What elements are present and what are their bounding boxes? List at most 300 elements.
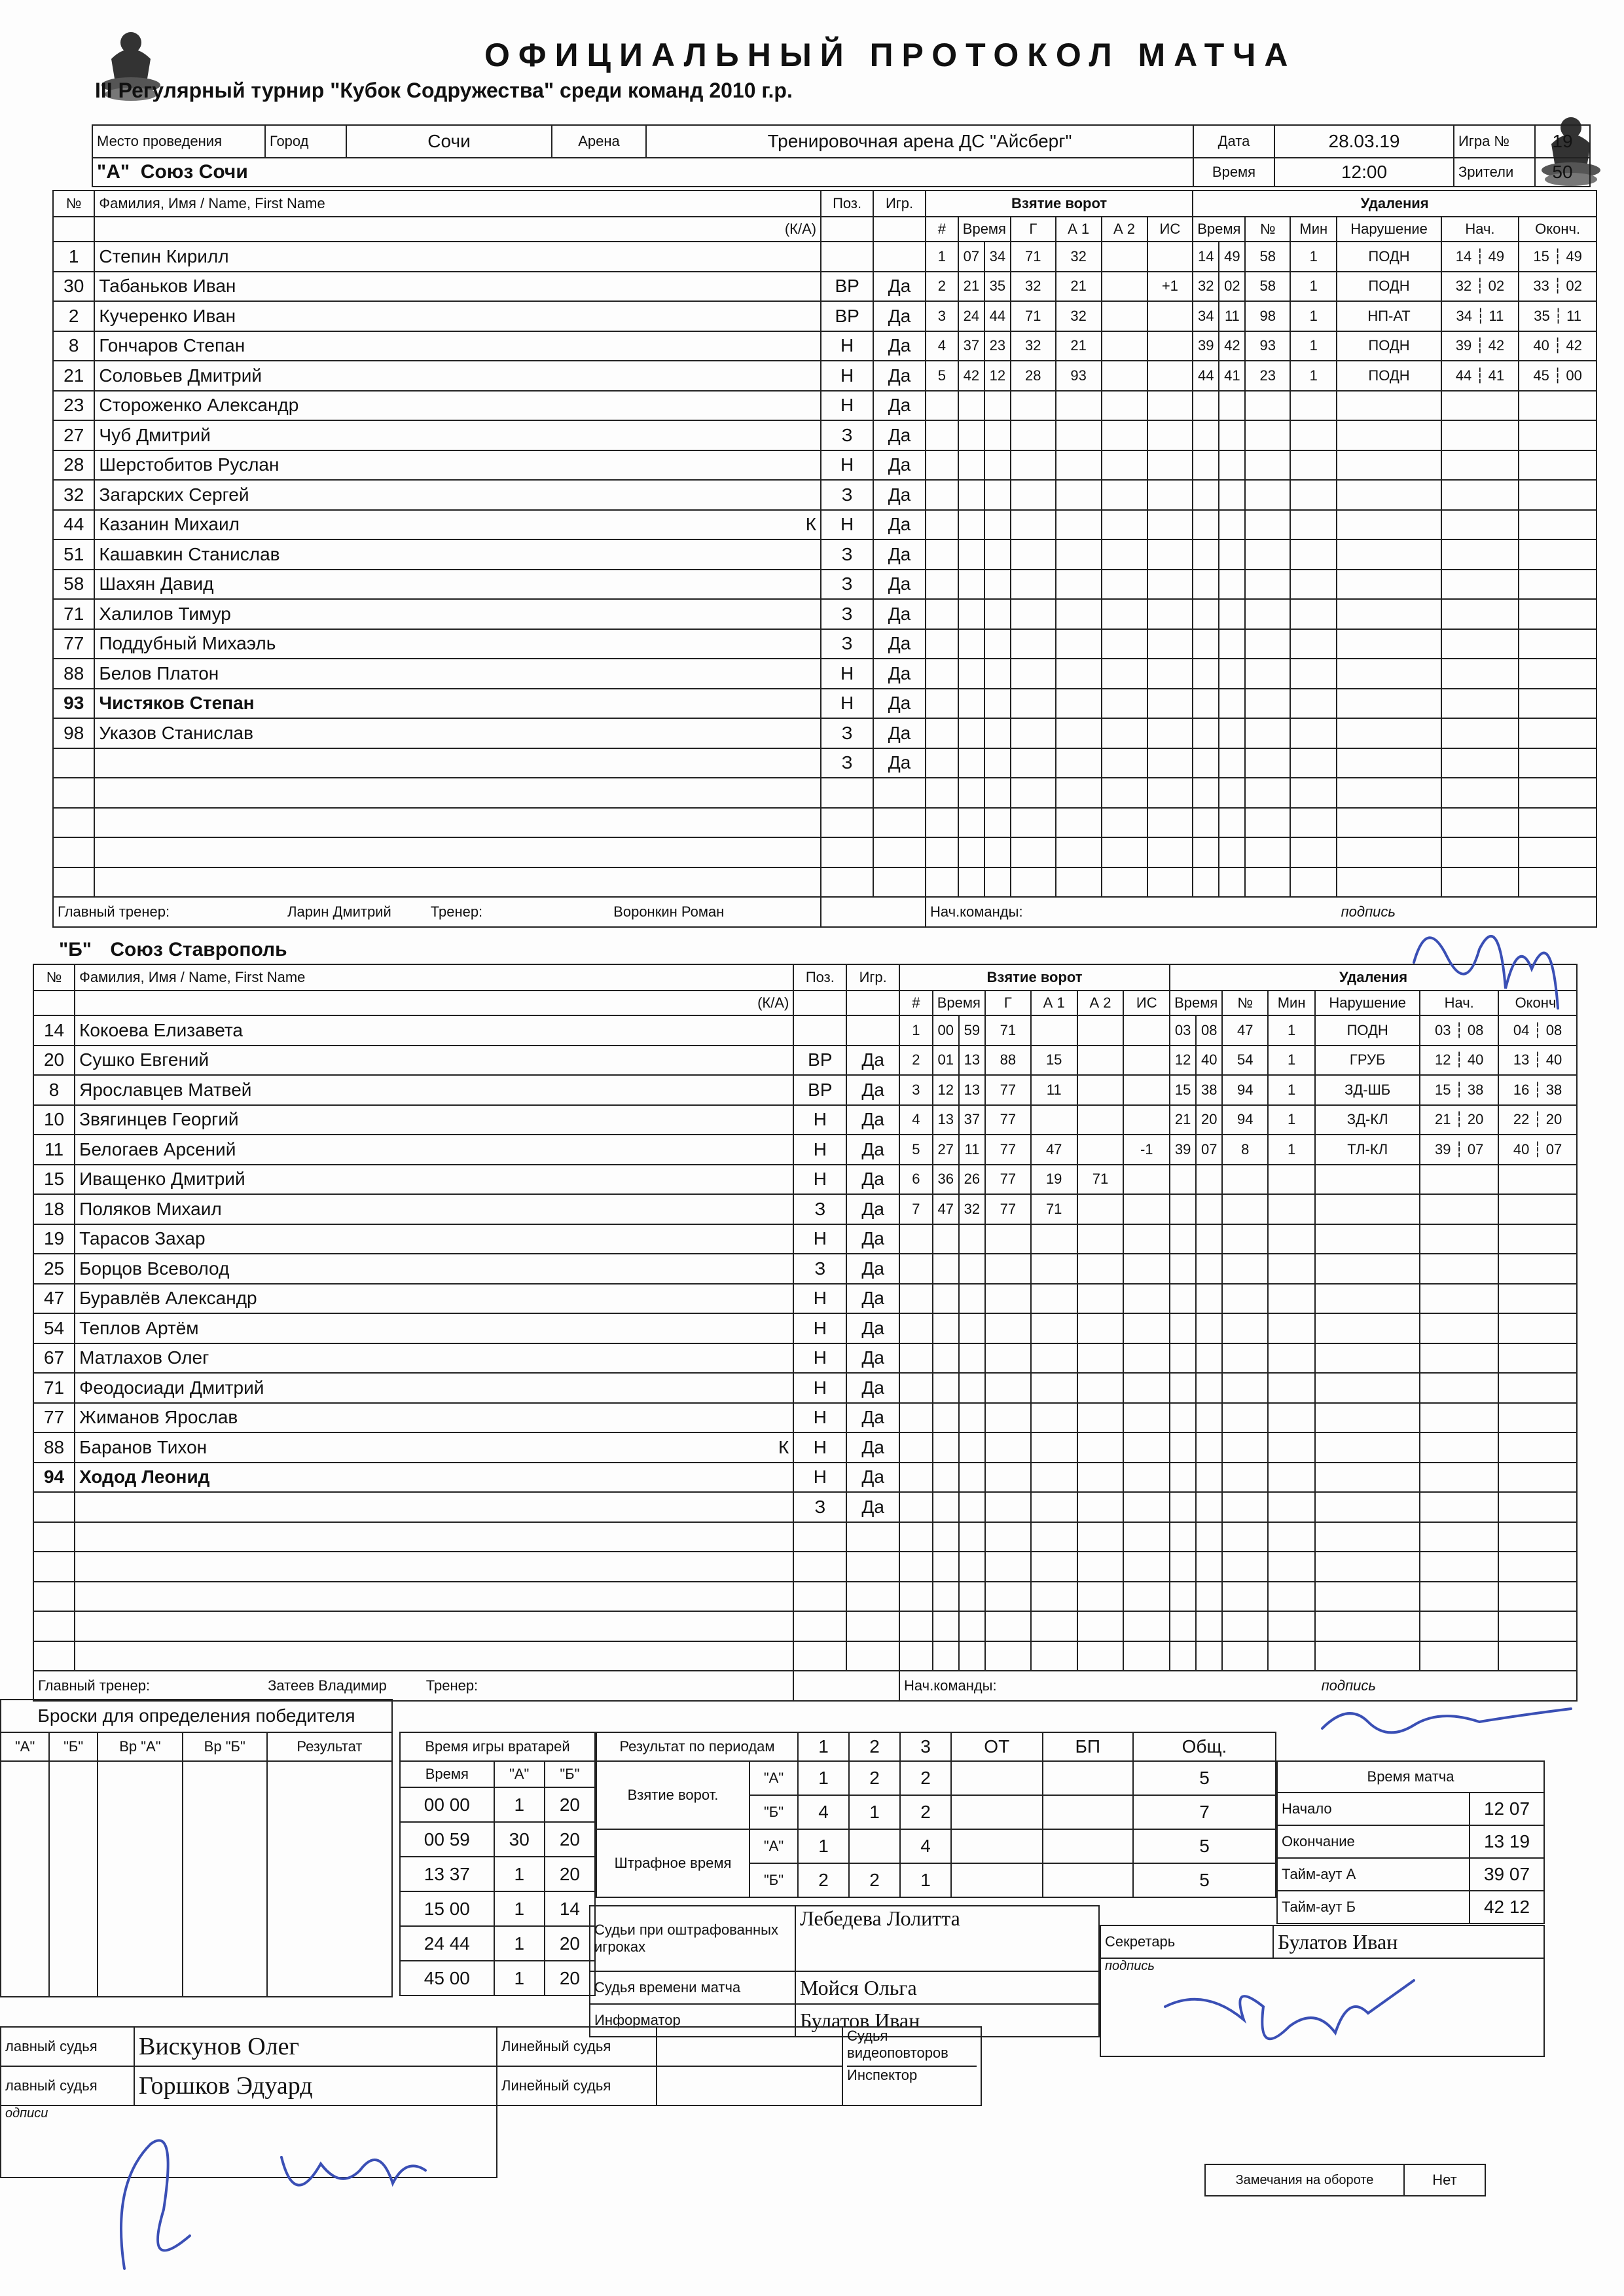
period-cell — [951, 1795, 1043, 1829]
period-cell — [1043, 1795, 1133, 1829]
player-number: 71 — [33, 1373, 75, 1403]
player-position: Н — [793, 1165, 846, 1195]
player-row — [33, 1611, 1577, 1641]
period-col: Общ. — [1133, 1732, 1276, 1761]
player-played — [873, 867, 926, 898]
goalie-cell: 20 — [545, 1961, 595, 1995]
player-name-cell — [75, 1015, 793, 1046]
inspector-label: Инспектор — [847, 2066, 977, 2084]
player-row — [53, 718, 1597, 748]
player-name-cell — [75, 1641, 793, 1671]
player-row — [53, 301, 1597, 331]
player-played: Да — [873, 748, 926, 778]
goal-number: 2 — [926, 272, 958, 302]
player-row — [53, 629, 1597, 659]
coaches-cell — [33, 1671, 793, 1701]
period-cell: 2 — [900, 1795, 951, 1829]
col-g_num: # — [899, 991, 933, 1015]
player-position: З — [821, 539, 873, 570]
player-name: Табаньков Иван — [99, 276, 236, 297]
penalty-time-sec: 42 — [1219, 331, 1245, 361]
goal-g: 77 — [985, 1165, 1031, 1195]
player-name-cell — [94, 778, 821, 808]
linesman-label: Линейный судья — [497, 2027, 657, 2066]
penalty-start: 39 ┆ 42 — [1441, 331, 1519, 361]
player-row — [53, 331, 1597, 361]
player-played: Да — [846, 1105, 899, 1135]
player-name: Кашавкин Станислав — [99, 543, 280, 564]
period-cell: 7 — [1133, 1795, 1276, 1829]
period-cell: 1 — [900, 1863, 951, 1897]
head-coach-value: Затеев Владимир — [268, 1677, 387, 1694]
col-goals: Взятие ворот — [899, 964, 1170, 991]
goal-time-min: 00 — [933, 1015, 959, 1046]
goal-a1: 11 — [1031, 1075, 1077, 1105]
time-label: Время — [1193, 158, 1274, 187]
player-name-cell — [75, 1135, 793, 1165]
goal-time-min: 07 — [958, 242, 984, 272]
goal-is — [1123, 1015, 1170, 1046]
player-name-cell — [94, 242, 821, 272]
player-name-cell — [94, 867, 821, 898]
player-name-cell — [75, 1224, 793, 1254]
team-a-section — [52, 190, 1597, 928]
player-played — [873, 778, 926, 808]
period-cell: 2 — [849, 1761, 900, 1795]
goal-is — [1123, 1105, 1170, 1135]
penalty-time-sec: 08 — [1196, 1015, 1222, 1046]
goal-a2 — [1077, 1046, 1124, 1076]
goal-time-sec: 35 — [984, 272, 1011, 302]
player-row — [33, 1373, 1577, 1403]
player-position: З — [821, 748, 873, 778]
player-name-cell — [75, 1046, 793, 1076]
player-name-cell — [75, 1105, 793, 1135]
goalie-row — [400, 1857, 595, 1891]
player-number: 23 — [53, 391, 94, 421]
penalty-time-min: 39 — [1193, 331, 1219, 361]
player-row — [53, 420, 1597, 450]
penalty-n: 58 — [1245, 272, 1290, 302]
col-penalties: Удаления — [1170, 964, 1577, 991]
col-p_end: Оконч. — [1498, 991, 1577, 1015]
player-row — [53, 539, 1597, 570]
penalty-n: 94 — [1222, 1075, 1268, 1105]
goal-time-min: 36 — [933, 1165, 959, 1195]
player-name-cell — [75, 1075, 793, 1105]
penalty-end: 45 ┆ 00 — [1519, 361, 1597, 391]
goal-time-sec: 23 — [984, 331, 1011, 361]
game-number: 19 — [1535, 125, 1590, 158]
player-name-cell — [94, 837, 821, 867]
player-row — [33, 1463, 1577, 1493]
player-row — [33, 1313, 1577, 1343]
timekeeper-label: Судья времени матча — [590, 1971, 795, 2004]
team-b-name: Союз Ставрополь — [110, 939, 287, 960]
secretary-value: Булатов Иван — [1273, 1925, 1544, 1958]
period-team: "А" — [749, 1761, 798, 1795]
player-row — [53, 272, 1597, 302]
player-number — [53, 837, 94, 867]
col-p_end: Оконч. — [1519, 217, 1597, 242]
penalty-m: 1 — [1290, 331, 1337, 361]
goalie-cell: 1 — [494, 1891, 545, 1926]
shootout-col: Вр "Б" — [183, 1732, 267, 1761]
goalie-cell: 20 — [545, 1857, 595, 1891]
period-col: ОТ — [951, 1732, 1043, 1761]
player-row — [53, 659, 1597, 689]
player-name: Поляков Михаил — [79, 1198, 222, 1219]
period-row — [596, 1829, 1276, 1863]
col-g_time: Время — [958, 217, 1011, 242]
penalty-m: 1 — [1268, 1075, 1315, 1105]
match-time-title: Время матча — [1277, 1761, 1544, 1793]
player-number: 15 — [33, 1165, 75, 1195]
player-number — [33, 1552, 75, 1582]
col-p_min: Мин — [1268, 991, 1315, 1015]
penalty-end: 04 ┆ 08 — [1498, 1015, 1577, 1046]
player-name-cell — [94, 718, 821, 748]
goal-is — [1123, 1075, 1170, 1105]
player-played: Да — [873, 272, 926, 302]
player-name-cell — [75, 1463, 793, 1493]
goal-is: +1 — [1147, 272, 1193, 302]
player-played: Да — [873, 570, 926, 600]
player-played: Да — [846, 1165, 899, 1195]
player-played: Да — [873, 718, 926, 748]
col-g_g: Г — [985, 991, 1031, 1015]
shootout-col: Результат — [267, 1732, 392, 1761]
coach-label: Тренер: — [430, 903, 483, 920]
penalty-m: 1 — [1268, 1015, 1315, 1046]
goal-a2 — [1102, 242, 1147, 272]
player-number: 67 — [33, 1343, 75, 1374]
player-number: 58 — [53, 570, 94, 600]
period-col: 3 — [900, 1732, 951, 1761]
place-label: Место проведения — [92, 125, 265, 158]
player-number: 19 — [33, 1224, 75, 1254]
period-team: "А" — [749, 1829, 798, 1863]
player-name-cell — [75, 1552, 793, 1582]
penalty-n: 54 — [1222, 1046, 1268, 1076]
player-name: Жиманов Ярослав — [79, 1407, 238, 1428]
penalty-time-min: 32 — [1193, 272, 1219, 302]
player-row — [53, 391, 1597, 421]
player-name: Тарасов Захар — [79, 1228, 206, 1249]
video-judge-label: Судья видеоповторов — [847, 2028, 948, 2061]
player-row — [33, 1284, 1577, 1314]
penalty-time-min: 03 — [1170, 1015, 1196, 1046]
player-played — [846, 1611, 899, 1641]
player-row — [33, 1224, 1577, 1254]
coach-value: Воронкин Роман — [613, 903, 725, 920]
goal-g: 77 — [985, 1194, 1031, 1224]
shootout-col: Вр "А" — [98, 1732, 183, 1761]
player-name: Ярославцев Матвей — [79, 1079, 252, 1100]
goal-number: 4 — [926, 331, 958, 361]
goalie-cell: 00 00 — [400, 1787, 494, 1822]
player-position: З — [821, 480, 873, 510]
player-played: Да — [873, 420, 926, 450]
player-position: З — [821, 420, 873, 450]
goalie-cell: 45 00 — [400, 1961, 494, 1995]
team-chief-label: Нач.команды: — [904, 1677, 997, 1694]
player-row — [53, 837, 1597, 867]
col-g_a2: А 2 — [1077, 991, 1124, 1015]
player-row — [53, 480, 1597, 510]
player-name: Чистяков Степан — [99, 693, 255, 714]
col-g_a1: А 1 — [1056, 217, 1102, 242]
player-number — [53, 748, 94, 778]
informer-label: Информатор — [590, 2004, 795, 2037]
player-played: Да — [846, 1432, 899, 1463]
player-number: 10 — [33, 1105, 75, 1135]
goal-a1: 47 — [1031, 1135, 1077, 1165]
player-name-cell — [94, 301, 821, 331]
col-p_viol: Нарушение — [1337, 217, 1441, 242]
player-name: Кучеренко Иван — [99, 305, 236, 326]
goals-label: Взятие ворот. — [596, 1761, 749, 1829]
match-time-label: Тайм-аут Б — [1277, 1891, 1470, 1923]
periods-title: Результат по периодам — [596, 1732, 798, 1761]
player-name: Поддубный Михаэль — [99, 633, 276, 654]
period-cell: 2 — [900, 1761, 951, 1795]
player-row — [33, 1582, 1577, 1612]
period-cell: 1 — [849, 1795, 900, 1829]
venue-table — [92, 124, 1591, 187]
player-row — [53, 867, 1597, 898]
penalty-m: 1 — [1268, 1105, 1315, 1135]
player-position — [793, 1522, 846, 1552]
player-name-cell — [75, 1582, 793, 1612]
player-position: Н — [793, 1224, 846, 1254]
col-ka: (К/А) — [75, 991, 793, 1015]
player-name-cell — [75, 1284, 793, 1314]
match-time-value: 39 07 — [1470, 1858, 1544, 1891]
goal-g: 77 — [985, 1075, 1031, 1105]
team-b-chief-signature — [1309, 1696, 1584, 1748]
goal-g: 28 — [1011, 361, 1056, 391]
goalie-col: Время — [400, 1761, 494, 1787]
page-title: ОФИЦИАЛЬНЫЙ ПРОТОКОЛ МАТЧА — [484, 37, 1297, 73]
player-name: Иващенко Дмитрий — [79, 1169, 245, 1190]
goal-time-min: 01 — [933, 1046, 959, 1076]
player-position: Н — [821, 331, 873, 361]
player-name-cell — [75, 1403, 793, 1433]
goalie-cell: 15 00 — [400, 1891, 494, 1926]
col-g_g: Г — [1011, 217, 1056, 242]
goal-time-sec: 44 — [984, 301, 1011, 331]
player-position: ВР — [793, 1046, 846, 1076]
penalty-end: 40 ┆ 42 — [1519, 331, 1597, 361]
period-col: БП — [1043, 1732, 1133, 1761]
player-row — [53, 599, 1597, 629]
player-name-cell — [75, 1313, 793, 1343]
period-team: "Б" — [749, 1795, 798, 1829]
penalty-start: 12 ┆ 40 — [1420, 1046, 1498, 1076]
secretary-signature-label: подпись — [1100, 1958, 1544, 2056]
player-position: Н — [793, 1135, 846, 1165]
player-name: Соловьев Дмитрий — [99, 365, 262, 386]
player-position — [821, 867, 873, 898]
col-goals: Взятие ворот — [926, 191, 1193, 217]
player-number: 44 — [53, 510, 94, 540]
goalie-cell: 20 — [545, 1787, 595, 1822]
goal-g: 77 — [985, 1135, 1031, 1165]
player-number: 93 — [53, 689, 94, 719]
player-row — [33, 1254, 1577, 1284]
player-number: 71 — [53, 599, 94, 629]
player-row — [33, 1403, 1577, 1433]
arena-label: Арена — [552, 125, 646, 158]
goal-time-min: 13 — [933, 1105, 959, 1135]
player-number: 32 — [53, 480, 94, 510]
referee-signatures — [85, 2105, 452, 2288]
secretary-label: Секретарь — [1100, 1925, 1273, 1958]
player-position: З — [821, 629, 873, 659]
player-position: Н — [793, 1313, 846, 1343]
goal-time-min: 12 — [933, 1075, 959, 1105]
player-played: Да — [846, 1284, 899, 1314]
player-played: Да — [846, 1343, 899, 1374]
goal-a2 — [1077, 1105, 1124, 1135]
player-played: Да — [846, 1313, 899, 1343]
goal-is — [1147, 361, 1193, 391]
player-row — [33, 1552, 1577, 1582]
player-row — [33, 1105, 1577, 1135]
period-cell — [951, 1829, 1043, 1863]
col-name: Фамилия, Имя / Name, First Name — [75, 964, 793, 991]
team-a-chief-signature — [1401, 910, 1584, 1028]
penalty-start: 21 ┆ 20 — [1420, 1105, 1498, 1135]
goal-a1: 21 — [1056, 272, 1102, 302]
shootout-table — [0, 1699, 393, 1997]
player-played: Да — [873, 689, 926, 719]
player-name: Чуб Дмитрий — [99, 424, 211, 445]
period-cell: 4 — [798, 1795, 849, 1829]
penalty-end: 22 ┆ 20 — [1498, 1105, 1577, 1135]
player-position: Н — [793, 1343, 846, 1374]
player-row — [53, 242, 1597, 272]
player-played — [873, 837, 926, 867]
player-name-cell — [75, 1432, 793, 1463]
goal-g: 32 — [1011, 272, 1056, 302]
goal-time-sec: 13 — [959, 1046, 985, 1076]
penalty-v: ТЛ-КЛ — [1315, 1135, 1420, 1165]
match-time-row — [1277, 1858, 1544, 1891]
player-position: Н — [793, 1432, 846, 1463]
player-name: Феодосиади Дмитрий — [79, 1377, 264, 1398]
player-name: Буравлёв Александр — [79, 1288, 257, 1309]
officials-table — [589, 1905, 1100, 2037]
penalty-v: ПОДН — [1337, 331, 1441, 361]
team-a-roster-table — [52, 190, 1597, 928]
goal-is: -1 — [1123, 1135, 1170, 1165]
goal-number: 6 — [899, 1165, 933, 1195]
goal-time-sec: 59 — [959, 1015, 985, 1046]
player-position — [793, 1552, 846, 1582]
player-position: Н — [793, 1463, 846, 1493]
goal-time-sec: 37 — [959, 1105, 985, 1135]
penalty-start: 15 ┆ 38 — [1420, 1075, 1498, 1105]
tournament-title: III Регулярный турнир "Кубок Содружества" среди команд 2010 г.р. — [95, 79, 793, 102]
penalty-time-sec: 41 — [1219, 361, 1245, 391]
player-name: Казанин Михаил — [99, 514, 240, 535]
player-row — [53, 689, 1597, 719]
penalty-m: 1 — [1268, 1135, 1315, 1165]
col-p_min: Мин — [1290, 217, 1337, 242]
player-number: 18 — [33, 1194, 75, 1224]
player-name-cell — [75, 1194, 793, 1224]
col-p_start: Нач. — [1441, 217, 1519, 242]
remarks-table — [1204, 2164, 1486, 2196]
player-name: Теплов Артём — [79, 1317, 199, 1338]
player-name-cell — [94, 659, 821, 689]
player-name-cell — [75, 1254, 793, 1284]
col-pos: Поз. — [821, 191, 873, 217]
match-time-label: Окончание — [1277, 1825, 1470, 1858]
goalie-cell: 24 44 — [400, 1926, 494, 1961]
penalty-n: 47 — [1222, 1015, 1268, 1046]
match-time-table — [1276, 1760, 1545, 1924]
player-position: Н — [793, 1284, 846, 1314]
team-b-section — [33, 936, 1578, 1702]
col-pos: Поз. — [793, 964, 846, 991]
team-a-label: "А" — [97, 161, 130, 183]
goal-is — [1123, 1046, 1170, 1076]
player-position: ВР — [793, 1075, 846, 1105]
player-number: 8 — [53, 331, 94, 361]
goal-a1: 71 — [1031, 1194, 1077, 1224]
penalty-time-min: 39 — [1170, 1135, 1196, 1165]
penalty-time-min: 14 — [1193, 242, 1219, 272]
player-played: Да — [873, 480, 926, 510]
penalty-v: ПОДН — [1315, 1015, 1420, 1046]
match-time-row — [1277, 1891, 1544, 1923]
goal-time-min: 42 — [958, 361, 984, 391]
goal-a2 — [1077, 1194, 1124, 1224]
signature-label: подпись — [1321, 1677, 1376, 1694]
player-played — [846, 1552, 899, 1582]
col-g_a1: А 1 — [1031, 991, 1077, 1015]
shootout-col: "Б" — [49, 1732, 98, 1761]
signatures-label: одписи — [1, 2105, 497, 2178]
penalty-n: 8 — [1222, 1135, 1268, 1165]
player-number: 47 — [33, 1284, 75, 1314]
goal-number: 1 — [926, 242, 958, 272]
player-number: 54 — [33, 1313, 75, 1343]
player-name-cell — [94, 272, 821, 302]
captain-mark: К — [805, 514, 817, 535]
player-position: Н — [821, 450, 873, 481]
period-cell: 1 — [798, 1829, 849, 1863]
player-name-cell — [94, 599, 821, 629]
goal-a1: 32 — [1056, 301, 1102, 331]
goalie-cell: 00 59 — [400, 1822, 494, 1857]
player-row — [33, 1075, 1577, 1105]
goal-number: 2 — [899, 1046, 933, 1076]
player-position: З — [821, 599, 873, 629]
player-played: Да — [846, 1403, 899, 1433]
goalie-row — [400, 1926, 595, 1961]
col-g_time: Время — [933, 991, 985, 1015]
player-played — [846, 1015, 899, 1046]
box-judges-label: Судьи при оштрафованных игроках — [590, 1906, 795, 1971]
period-cell — [1043, 1829, 1133, 1863]
match-time-value: 13 19 — [1470, 1825, 1544, 1858]
referee-label: лавный судья — [1, 2066, 134, 2105]
timekeeper-value: Мойся Ольга — [795, 1971, 1099, 2004]
